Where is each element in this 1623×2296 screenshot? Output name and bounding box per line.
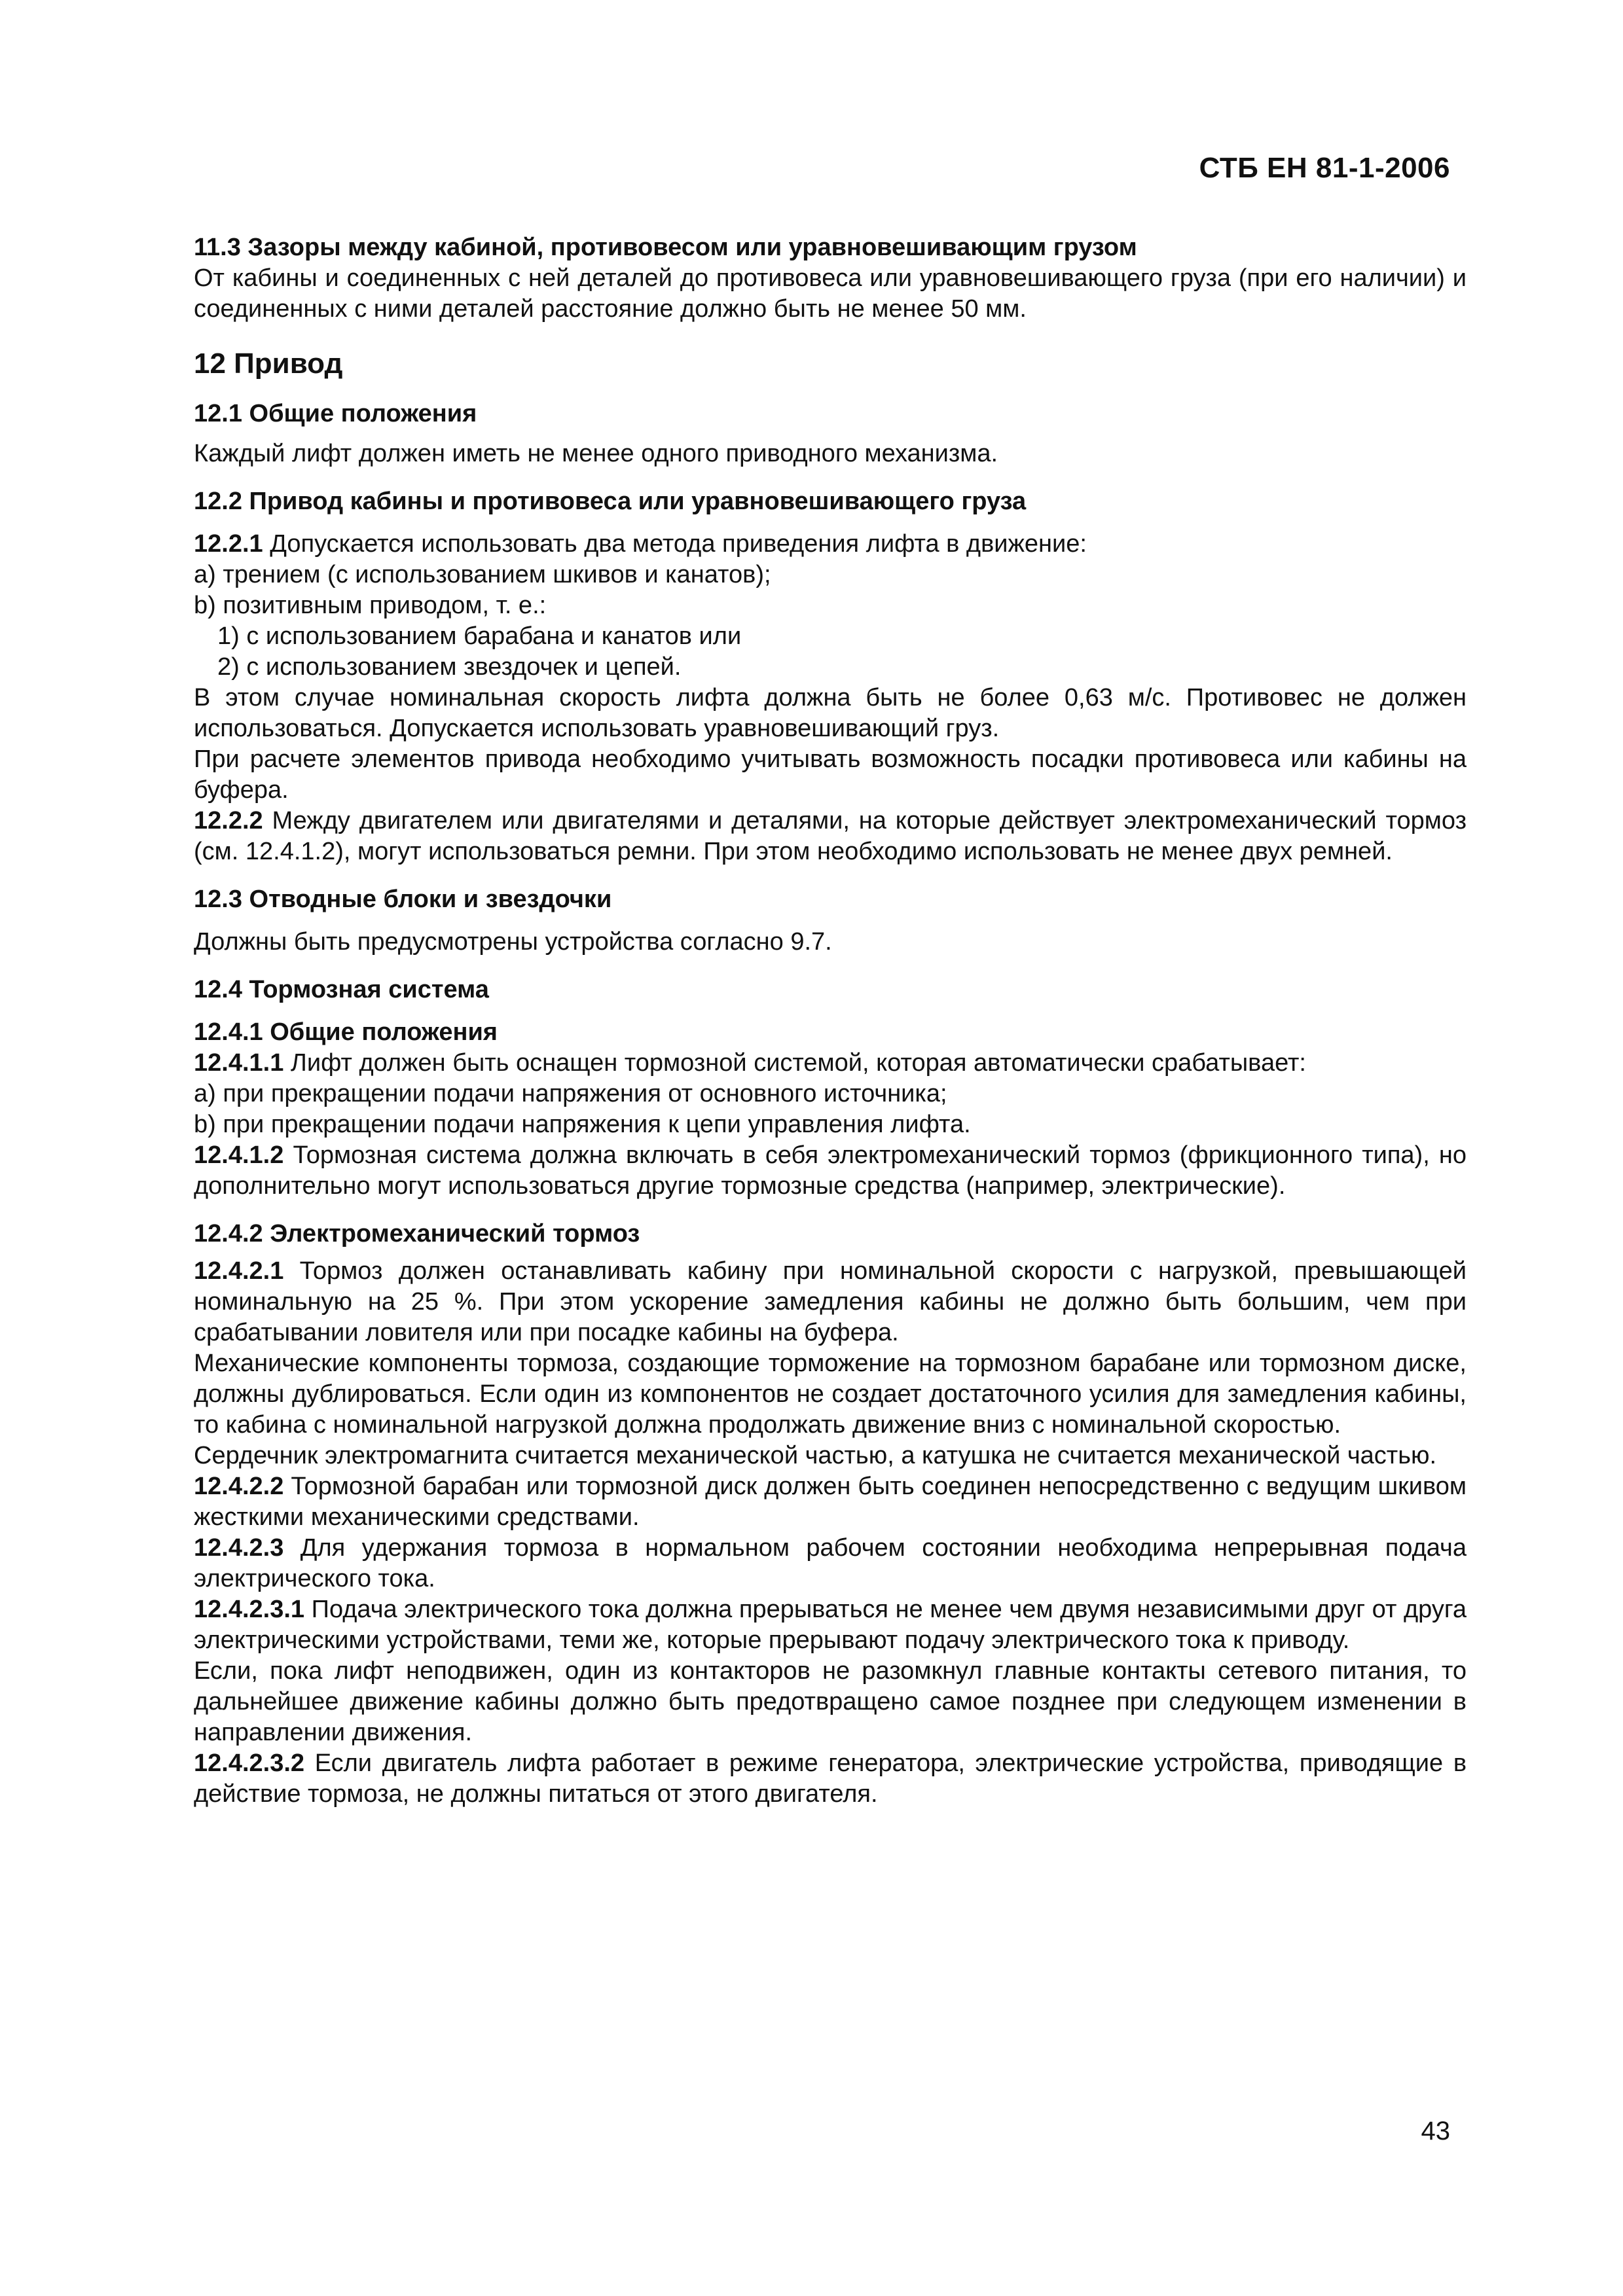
clause-number: 12.4.2.3.2 bbox=[194, 1749, 305, 1777]
heading-11-3: 11.3 Зазоры между кабиной, противовесом или уравновешивающим грузом bbox=[194, 234, 1137, 261]
list-item-b: b) позитивным приводом, т. е.: bbox=[194, 592, 547, 619]
clause-number: 12.4.2.1 bbox=[194, 1257, 284, 1285]
clause-number: 12.4.2.3 bbox=[194, 1534, 284, 1562]
list-item-a: а) трением (с использованием шкивов и канатов); bbox=[194, 561, 771, 588]
paragraph-electromagnet-core: Сердечник электромагнита считается механической частью, а катушка не считается механической частью. bbox=[194, 1442, 1437, 1469]
heading-12-4-1: 12.4.1 Общие положения bbox=[194, 1018, 498, 1046]
heading-12-3: 12.3 Отводные блоки и звездочки bbox=[194, 886, 612, 913]
heading-12-1: 12.1 Общие положения bbox=[194, 400, 477, 427]
clause-number: 12.4.1.1 bbox=[194, 1049, 284, 1077]
paragraph-12-4-2-3: 12.4.2.3 Для удержания тормоза в нормальном рабочем состоянии необходима непрерывная подача электрического тока. bbox=[194, 1534, 1467, 1592]
page-number: 43 bbox=[1421, 2117, 1450, 2145]
list-item-a: а) при прекращении подачи напряжения от основного источника; bbox=[194, 1080, 947, 1107]
paragraph-12-1: Каждый лифт должен иметь не менее одного приводного механизма. bbox=[194, 440, 998, 467]
paragraph-speed-limit: В этом случае номинальная скорость лифта должна быть не более 0,63 м/с. Противовес не должен использоваться. Допускается использовать уравновешивающий груз. bbox=[194, 684, 1467, 742]
paragraph-11-3: От кабины и соединенных с ней деталей до противовеса или уравновешивающего груза (при его наличии) и соединенных с ними деталей расстояние должно быть не менее 50 мм. bbox=[194, 264, 1467, 323]
clause-number: 12.4.1.2 bbox=[194, 1141, 284, 1169]
heading-12: 12 Привод bbox=[194, 348, 343, 380]
paragraph-brake-components: Механические компоненты тормоза, создающие торможение на тормозном барабане или тормозном диске, должны дублироваться. Если один из компонентов не создает достаточного усилия для замедления кабины, то кабина с номинальной нагрузкой должна продолжать движение вниз с номинальной скоростью. bbox=[194, 1350, 1467, 1439]
paragraph-12-4-2-3-1: 12.4.2.3.1 Подача электрического тока должна прерываться не менее чем двумя независимыми друг от друга электрическими устройствами, теми же, которые прерывают подачу электрического тока к приводу. bbox=[194, 1596, 1467, 1654]
heading-12-4-2: 12.4.2 Электромеханический тормоз bbox=[194, 1220, 640, 1247]
paragraph-12-2-1: 12.2.1 Допускается использовать два метода приведения лифта в движение: bbox=[194, 530, 1087, 558]
paragraph-buffer-landing: При расчете элементов привода необходимо учитывать возможность посадки противовеса или кабины на буфера. bbox=[194, 745, 1467, 804]
list-item-b1: 1) с использованием барабана и канатов или bbox=[217, 622, 742, 650]
list-item-b: b) при прекращении подачи напряжения к цепи управления лифта. bbox=[194, 1111, 971, 1138]
paragraph-12-4-2-3-2: 12.4.2.3.2 Если двигатель лифта работает в режиме генератора, электрические устройства, приводящие в действие тормоза, не должны питаться от этого двигателя. bbox=[194, 1749, 1467, 1808]
paragraph-12-4-1-1: 12.4.1.1 Лифт должен быть оснащен тормозной системой, которая автоматически срабатывает: bbox=[194, 1049, 1306, 1077]
heading-12-2: 12.2 Привод кабины и противовеса или уравновешивающего груза bbox=[194, 488, 1027, 515]
paragraph-12-4-2-2: 12.4.2.2 Тормозной барабан или тормозной диск должен быть соединен непосредственно с ведущим шкивом жесткими механическими средствами. bbox=[194, 1473, 1467, 1531]
list-item-b2: 2) с использованием звездочек и цепей. bbox=[217, 653, 682, 681]
paragraph-12-3: Должны быть предусмотрены устройства согласно 9.7. bbox=[194, 928, 832, 956]
clause-number: 12.4.2.2 bbox=[194, 1473, 284, 1500]
paragraph-12-4-2-1: 12.4.2.1 Тормоз должен останавливать кабину при номинальной скорости с нагрузкой, превышающей номинальную на 25 %. При этом ускорение замедления кабины не должно быть большим, чем при срабатывании ловителя или при посадке кабины на буфера. bbox=[194, 1257, 1467, 1346]
paragraph-contactor: Если, пока лифт неподвижен, один из контакторов не разомкнул главные контакты сетевого питания, то дальнейшее движение кабины должно быть предотвращено самое позднее при следующем изменении в направлении движения. bbox=[194, 1657, 1467, 1746]
paragraph-12-4-1-2: 12.4.1.2 Тормозная система должна включать в себя электромеханический тормоз (фрикционного типа), но дополнительно могут использоваться другие тормозные средства (например, электрические). bbox=[194, 1141, 1467, 1200]
clause-number: 12.2.1 bbox=[194, 530, 263, 558]
clause-number: 12.2.2 bbox=[194, 807, 263, 834]
document-code: СТБ ЕН 81-1-2006 bbox=[1199, 152, 1450, 184]
document-body bbox=[194, 232, 1467, 1810]
heading-12-4: 12.4 Тормозная система bbox=[194, 976, 489, 1003]
paragraph-12-2-2: 12.2.2 Между двигателем или двигателями и деталями, на которые действует электромеханический тормоз (см. 12.4.1.2), могут использоваться ремни. При этом необходимо использовать не менее двух ремней. bbox=[194, 807, 1467, 865]
clause-number: 12.4.2.3.1 bbox=[194, 1596, 305, 1623]
